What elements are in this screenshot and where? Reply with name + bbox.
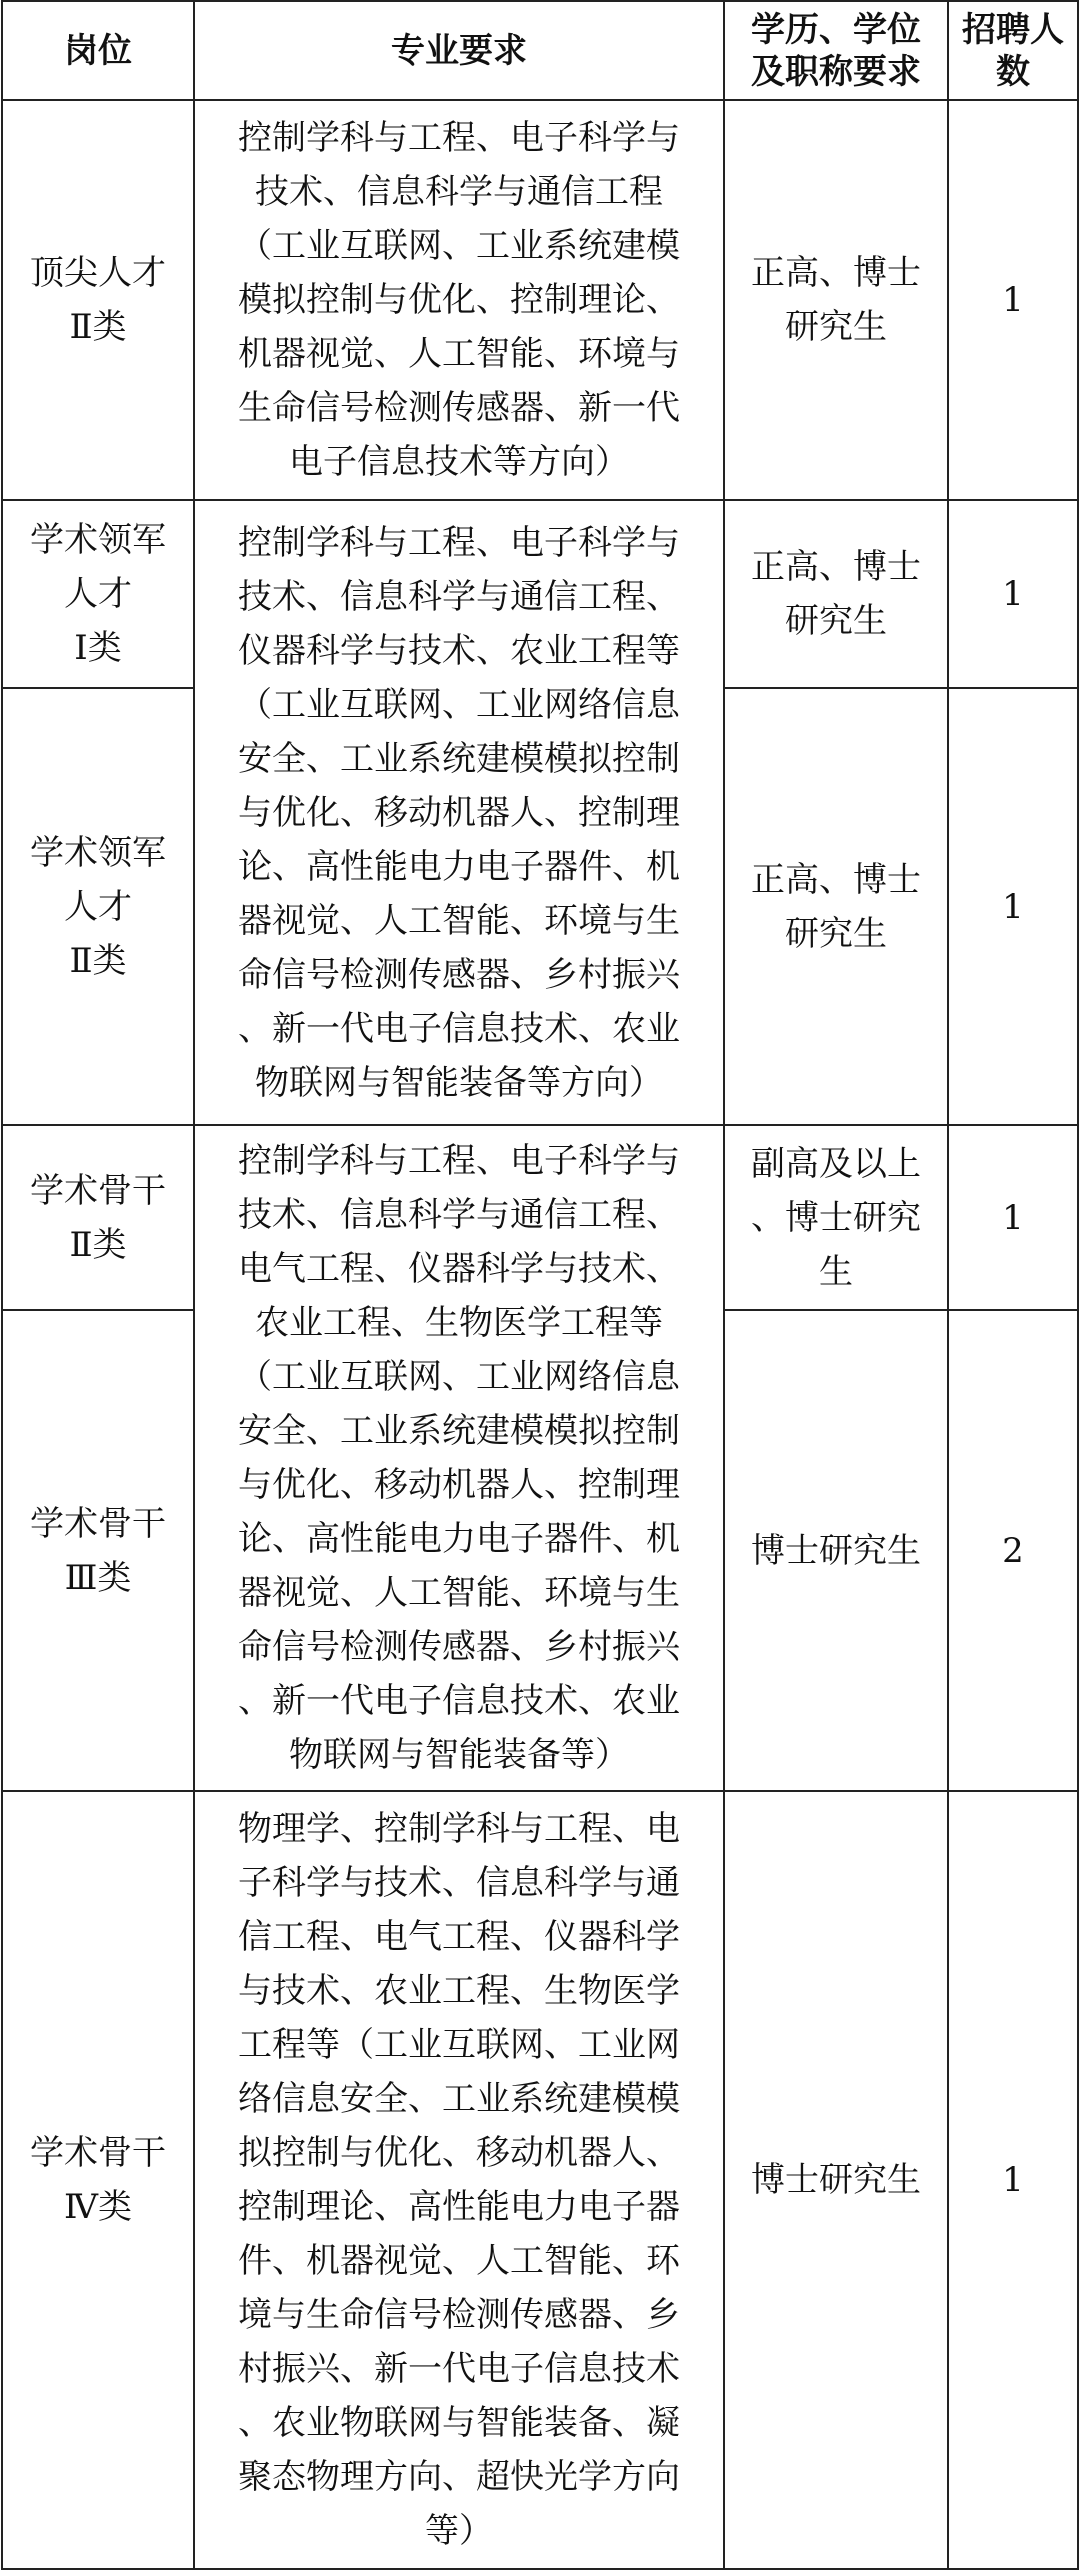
row-0-count: 1: [1002, 280, 1024, 320]
row-3-education: 副高及以上 、博士研究 生: [751, 1143, 921, 1292]
row-3-major: 控制学科与工程、电子科学与 技术、信息科学与通信工程、 电气工程、仪器科学与技术、 农业工程、生物医学工程等 （工业互联网、工业网络信息 安全、工业系统建模模拟控制 与优化、移动机器人、控制理 论、高性能电力电子器件、机 器视觉、人工智能、环境与生 命信号检测传感器、乡村振兴 、新一代电子信息技术、农业 物联网与智能装备等）: [238, 1141, 680, 1775]
row-5-major: 物理学、控制学科与工程、电 子科学与技术、信息科学与通 信工程、电气工程、仪器科学 与技术、农业工程、生物医学 工程等（工业互联网、工业网 络信息安全、工业系统建模模 拟控制与优化、移动机器人、 控制理论、高性能电力电子器 件、机器视觉、人工智能、环 境与生命信号检测传感器、乡 村振兴、新一代电子信息技术 、农业物联网与智能装备、凝 聚态物理方向、超快光学方向 等）: [238, 1809, 680, 2551]
header-major: 专业要求: [391, 30, 527, 71]
header-count: 招聘人 数: [962, 9, 1064, 92]
row-1-position: 学术领军 人才 Ⅰ类: [30, 520, 166, 668]
header-education: 学历、学位 及职称要求: [751, 9, 921, 92]
header-position: 岗位: [64, 30, 132, 71]
row-4-education: 博士研究生: [751, 1530, 921, 1571]
row-1-major: 控制学科与工程、电子科学与 技术、信息科学与通信工程、 仪器科学与技术、农业工程等 （工业互联网、工业网络信息 安全、工业系统建模模拟控制 与优化、移动机器人、控制理 论、高性能电力电子器件、机 器视觉、人工智能、环境与生 命信号检测传感器、乡村振兴 、新一代电子信息技术、农业 物联网与智能装备等方向）: [238, 522, 680, 1103]
row-1-count: 1: [1002, 574, 1024, 614]
row-1-education: 正高、博士 研究生: [751, 547, 921, 641]
row-2-count: 1: [1002, 886, 1024, 927]
row-0-position: 顶尖人才 Ⅱ类: [30, 253, 166, 347]
row-3-count: 1: [1002, 1197, 1024, 1238]
row-5-count: 1: [1002, 2160, 1024, 2200]
row-5-education: 博士研究生: [751, 2160, 921, 2200]
row-0-major: 控制学科与工程、电子科学与 技术、信息科学与通信工程 （工业互联网、工业系统建模 模拟控制与优化、控制理论、 机器视觉、人工智能、环境与 生命信号检测传感器、新一代 电子信息技术等方向）: [238, 118, 680, 482]
row-5-position: 学术骨干 Ⅳ类: [30, 2133, 166, 2227]
row-3-position: 学术骨干 Ⅱ类: [30, 1170, 166, 1265]
row-2-education: 正高、博士 研究生: [751, 859, 921, 954]
row-4-count: 2: [1002, 1530, 1024, 1571]
row-2-position: 学术领军 人才 Ⅱ类: [30, 832, 166, 981]
row-0-education: 正高、博士 研究生: [751, 253, 921, 347]
row-4-position: 学术骨干 Ⅲ类: [30, 1503, 166, 1598]
